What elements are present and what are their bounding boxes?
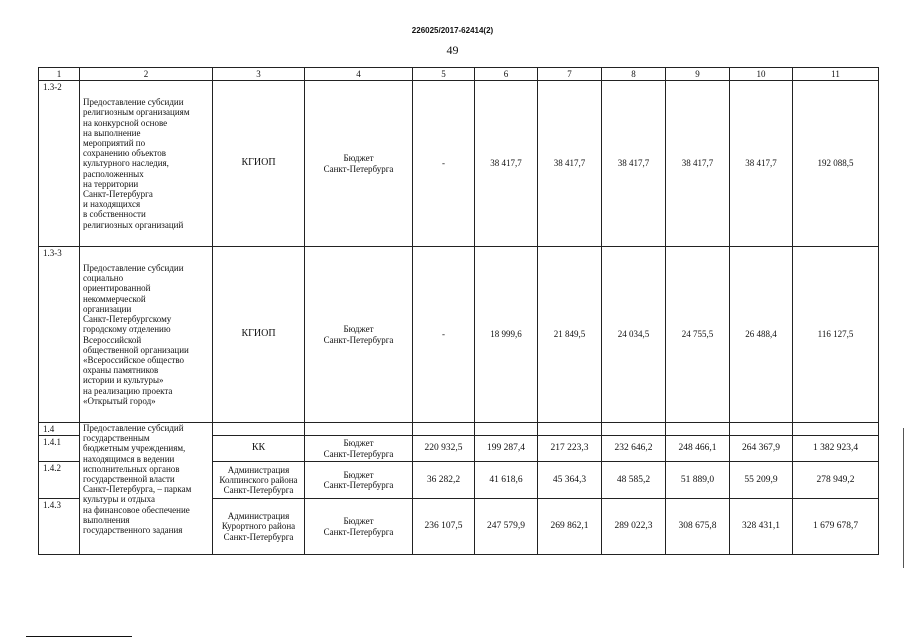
value-cell: 308 675,8 [666,499,730,555]
row-code: 1.4.1 [39,436,80,462]
funding-source-cell: Бюджет Санкт-Петербурга [305,436,413,462]
value-cell: 26 488,4 [730,247,793,423]
row-description: Предоставление субсидии религиозным организациям на конкурсной основе на выполнение мероприятий по сохранению объектов культурного наследия, расположенных на территории Санкт-Петербурга и находящихся в собственности религиозных организаций [80,81,213,247]
row-description: Предоставление субсидий государственным бюджетным учреждениям, находящимся в ведении исполнительных органов государственной власти Санкт-Петербурга, – паркам культуры и отдыха на финансовое обеспечение выполнения государственного задания [80,423,213,555]
funding-source-cell: Бюджет Санкт-Петербурга [305,499,413,555]
row-code: 1.4 [39,423,80,436]
empty-cell [305,423,413,436]
row-code: 1.4.3 [39,499,80,555]
column-header: 8 [602,68,666,81]
value-cell: - [413,247,475,423]
value-cell: 38 417,7 [538,81,602,247]
row-code: 1.4.2 [39,462,80,499]
executor-cell: КГИОП [213,81,305,247]
funding-source-cell: Бюджет Санкт-Петербурга [305,462,413,499]
value-cell: 289 022,3 [602,499,666,555]
empty-cell [538,423,602,436]
column-header: 10 [730,68,793,81]
empty-cell [475,423,538,436]
value-cell: 36 282,2 [413,462,475,499]
column-header: 4 [305,68,413,81]
value-cell: 55 209,9 [730,462,793,499]
column-header: 1 [39,68,80,81]
value-cell: 232 646,2 [602,436,666,462]
column-header: 3 [213,68,305,81]
executor-cell: Администрация Курортного района Санкт-Петербурга [213,499,305,555]
column-header: 11 [793,68,879,81]
row-code: 1.3-3 [39,247,80,423]
value-cell: 264 367,9 [730,436,793,462]
total-cell: 278 949,2 [793,462,879,499]
table-row [39,423,879,436]
page-number: 49 [446,43,459,57]
value-cell: 248 466,1 [666,436,730,462]
value-cell: 269 862,1 [538,499,602,555]
value-cell: 18 999,6 [475,247,538,423]
value-cell: 38 417,7 [602,81,666,247]
value-cell: 38 417,7 [666,81,730,247]
value-cell: 48 585,2 [602,462,666,499]
empty-cell [666,423,730,436]
empty-cell [602,423,666,436]
value-cell: 24 034,5 [602,247,666,423]
document-number: 226025/2017-62414(2) [411,26,494,35]
table-row [39,81,879,247]
total-cell: 116 127,5 [793,247,879,423]
empty-cell [213,423,305,436]
row-code: 1.3-2 [39,81,80,247]
empty-cell [730,423,793,436]
value-cell: 45 364,3 [538,462,602,499]
value-cell: 328 431,1 [730,499,793,555]
value-cell: 38 417,7 [730,81,793,247]
empty-cell [793,423,879,436]
executor-cell: КГИОП [213,247,305,423]
value-cell: 236 107,5 [413,499,475,555]
value-cell: 38 417,7 [475,81,538,247]
column-header: 6 [475,68,538,81]
row-description: Предоставление субсидии социально ориентированной некоммерческой организации Санкт-Петербургскому городскому отделению Всероссийской общественной организации «Всероссийское общество охраны памятников истории и культуры» на реализацию проекта «Открытый город» [80,247,213,423]
executor-cell: КК [213,436,305,462]
column-header: 7 [538,68,602,81]
empty-cell [413,423,475,436]
funding-source-cell: Бюджет Санкт-Петербурга [305,247,413,423]
column-header: 5 [413,68,475,81]
value-cell: 220 932,5 [413,436,475,462]
value-cell: 24 755,5 [666,247,730,423]
value-cell: 199 287,4 [475,436,538,462]
table-row [39,247,879,423]
value-cell: 247 579,9 [475,499,538,555]
total-cell: 192 088,5 [793,81,879,247]
total-cell: 1 679 678,7 [793,499,879,555]
total-cell: 1 382 923,4 [793,436,879,462]
value-cell: 51 889,0 [666,462,730,499]
scan-edge-line [903,428,904,568]
column-header: 2 [80,68,213,81]
value-cell: 217 223,3 [538,436,602,462]
program-table [38,67,879,555]
value-cell: - [413,81,475,247]
value-cell: 41 618,6 [475,462,538,499]
value-cell: 21 849,5 [538,247,602,423]
column-header: 9 [666,68,730,81]
executor-cell: Администрация Колпинского района Санкт-Петербурга [213,462,305,499]
column-number-row [39,68,879,81]
funding-source-cell: Бюджет Санкт-Петербурга [305,81,413,247]
footnote-separator [26,636,132,637]
